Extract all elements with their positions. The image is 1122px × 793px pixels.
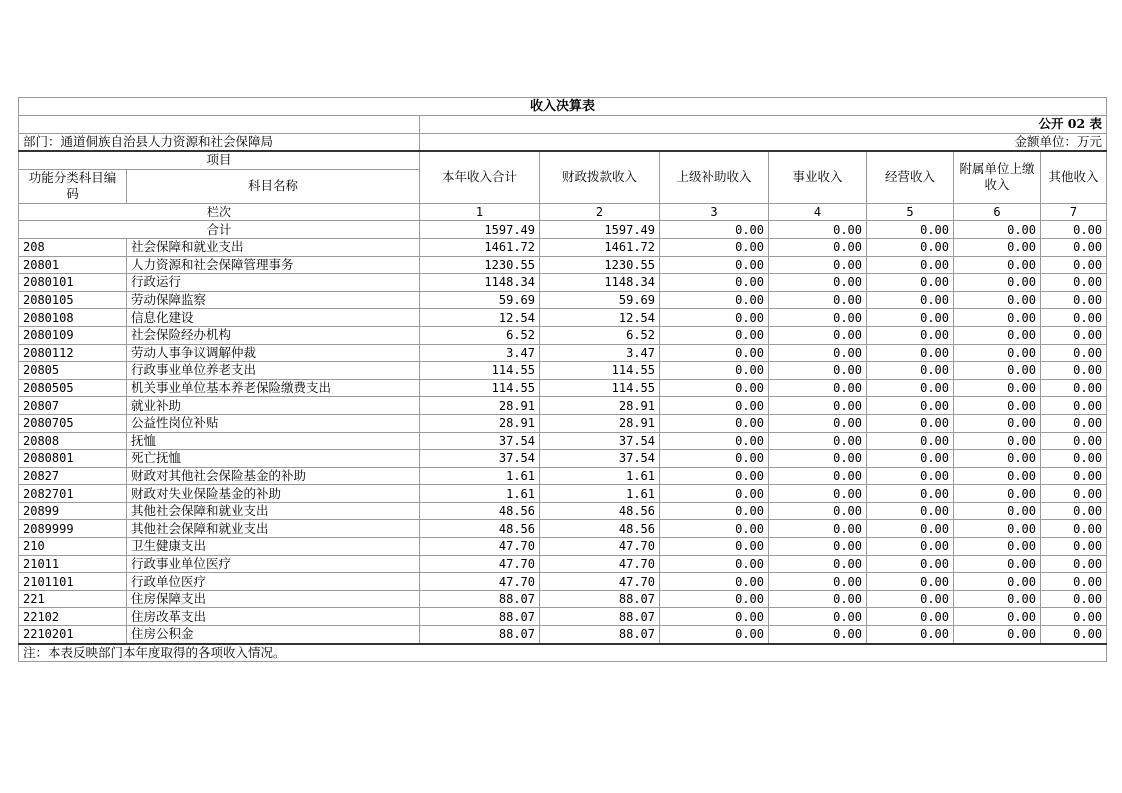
row-code: 2080108 — [19, 309, 127, 327]
row-value: 47.70 — [540, 555, 660, 573]
total-value: 1597.49 — [540, 221, 660, 239]
row-value: 47.70 — [540, 573, 660, 591]
table-row — [19, 502, 1107, 520]
header-total-income: 本年收入合计 — [420, 151, 540, 203]
amount-unit: 金额单位：万元 — [420, 133, 1107, 151]
row-value: 0.00 — [954, 379, 1041, 397]
table-row — [19, 326, 1107, 344]
row-name: 机关事业单位基本养老保险缴费支出 — [127, 379, 420, 397]
department-label: 部门：通道侗族自治县人力资源和社会保障局 — [19, 133, 420, 151]
header-other-income: 其他收入 — [1041, 151, 1107, 203]
row-value: 0.00 — [954, 291, 1041, 309]
row-code: 22102 — [19, 608, 127, 626]
row-name: 财政对其他社会保险基金的补助 — [127, 467, 420, 485]
row-value: 114.55 — [540, 362, 660, 380]
row-value: 0.00 — [954, 608, 1041, 626]
row-value: 0.00 — [867, 379, 954, 397]
row-code: 2080105 — [19, 291, 127, 309]
row-value: 0.00 — [660, 238, 769, 256]
row-value: 37.54 — [420, 432, 540, 450]
form-number: 公开 02 表 — [420, 116, 1107, 134]
row-value: 0.00 — [954, 432, 1041, 450]
row-value: 0.00 — [867, 397, 954, 415]
row-code: 20801 — [19, 256, 127, 274]
row-value: 0.00 — [769, 432, 867, 450]
row-value: 0.00 — [1041, 467, 1107, 485]
row-value: 88.07 — [420, 590, 540, 608]
table-row — [19, 590, 1107, 608]
row-name: 行政单位医疗 — [127, 573, 420, 591]
row-value: 0.00 — [954, 555, 1041, 573]
row-value: 0.00 — [1041, 485, 1107, 503]
row-value: 37.54 — [540, 432, 660, 450]
row-value: 47.70 — [420, 573, 540, 591]
total-row — [19, 221, 1107, 239]
row-value: 0.00 — [954, 485, 1041, 503]
row-value: 0.00 — [867, 590, 954, 608]
row-value: 0.00 — [1041, 397, 1107, 415]
row-value: 0.00 — [954, 590, 1041, 608]
row-value: 0.00 — [867, 608, 954, 626]
row-value: 0.00 — [954, 256, 1041, 274]
row-value: 0.00 — [660, 256, 769, 274]
row-value: 88.07 — [420, 626, 540, 644]
table-row — [19, 485, 1107, 503]
row-value: 3.47 — [540, 344, 660, 362]
row-value: 0.00 — [660, 414, 769, 432]
row-value: 0.00 — [660, 379, 769, 397]
row-value: 0.00 — [660, 344, 769, 362]
total-label: 合计 — [19, 221, 420, 239]
row-code: 2080109 — [19, 326, 127, 344]
row-value: 47.70 — [420, 555, 540, 573]
row-value: 0.00 — [660, 626, 769, 644]
row-value: 0.00 — [660, 326, 769, 344]
row-code: 20899 — [19, 502, 127, 520]
total-value: 0.00 — [660, 221, 769, 239]
table-row — [19, 573, 1107, 591]
row-value: 0.00 — [954, 344, 1041, 362]
row-value: 1.61 — [540, 467, 660, 485]
table-note: 注：本表反映部门本年度取得的各项收入情况。 — [19, 644, 1107, 662]
row-name: 信息化建设 — [127, 309, 420, 327]
row-value: 6.52 — [540, 326, 660, 344]
row-code: 2080801 — [19, 450, 127, 468]
table-row — [19, 397, 1107, 415]
row-name: 抚恤 — [127, 432, 420, 450]
row-value: 0.00 — [1041, 291, 1107, 309]
row-name: 死亡抚恤 — [127, 450, 420, 468]
row-value: 0.00 — [867, 326, 954, 344]
row-value: 88.07 — [540, 608, 660, 626]
row-value: 114.55 — [420, 362, 540, 380]
row-value: 0.00 — [1041, 608, 1107, 626]
row-code: 210 — [19, 538, 127, 556]
row-value: 0.00 — [769, 502, 867, 520]
row-code: 2080101 — [19, 274, 127, 292]
row-value: 0.00 — [954, 362, 1041, 380]
row-name: 卫生健康支出 — [127, 538, 420, 556]
header-operating-income: 经营收入 — [867, 151, 954, 203]
row-value: 0.00 — [954, 414, 1041, 432]
table-row — [19, 467, 1107, 485]
table-row — [19, 555, 1107, 573]
header-superior-subsidy: 上级补助收入 — [660, 151, 769, 203]
row-code: 20808 — [19, 432, 127, 450]
row-value: 0.00 — [954, 573, 1041, 591]
row-value: 0.00 — [867, 344, 954, 362]
row-value: 0.00 — [954, 520, 1041, 538]
index-col: 2 — [540, 203, 660, 221]
row-value: 37.54 — [540, 450, 660, 468]
row-value: 0.00 — [867, 538, 954, 556]
row-value: 88.07 — [420, 608, 540, 626]
row-value: 59.69 — [540, 291, 660, 309]
row-value: 28.91 — [540, 414, 660, 432]
row-value: 0.00 — [1041, 326, 1107, 344]
row-value: 6.52 — [420, 326, 540, 344]
row-value: 0.00 — [1041, 573, 1107, 591]
row-value: 48.56 — [540, 502, 660, 520]
row-value: 0.00 — [954, 309, 1041, 327]
row-value: 0.00 — [867, 291, 954, 309]
row-value: 3.47 — [420, 344, 540, 362]
row-value: 0.00 — [867, 256, 954, 274]
index-col: 5 — [867, 203, 954, 221]
row-name: 行政运行 — [127, 274, 420, 292]
row-value: 0.00 — [660, 485, 769, 503]
row-name: 劳动保障监察 — [127, 291, 420, 309]
row-value: 0.00 — [954, 274, 1041, 292]
row-value: 48.56 — [540, 520, 660, 538]
row-value: 1461.72 — [420, 238, 540, 256]
row-value: 48.56 — [420, 502, 540, 520]
blank-cell — [19, 116, 420, 134]
row-value: 0.00 — [1041, 379, 1107, 397]
income-statement-sheet — [18, 97, 1106, 662]
row-value: 0.00 — [867, 432, 954, 450]
row-name: 社会保障和就业支出 — [127, 238, 420, 256]
row-value: 0.00 — [1041, 256, 1107, 274]
row-name: 公益性岗位补贴 — [127, 414, 420, 432]
header-business-income: 事业收入 — [769, 151, 867, 203]
row-value: 0.00 — [660, 608, 769, 626]
row-value: 0.00 — [769, 309, 867, 327]
row-value: 1.61 — [420, 485, 540, 503]
row-value: 0.00 — [1041, 450, 1107, 468]
row-value: 0.00 — [867, 626, 954, 644]
table-row — [19, 608, 1107, 626]
row-value: 59.69 — [420, 291, 540, 309]
row-value: 0.00 — [1041, 555, 1107, 573]
row-value: 0.00 — [660, 432, 769, 450]
row-value: 0.00 — [867, 520, 954, 538]
row-value: 1230.55 — [540, 256, 660, 274]
row-value: 0.00 — [867, 573, 954, 591]
total-value: 0.00 — [769, 221, 867, 239]
row-value: 0.00 — [660, 538, 769, 556]
row-value: 1148.34 — [420, 274, 540, 292]
total-value: 0.00 — [1041, 221, 1107, 239]
row-value: 88.07 — [540, 590, 660, 608]
row-value: 0.00 — [660, 309, 769, 327]
row-value: 114.55 — [540, 379, 660, 397]
row-value: 0.00 — [1041, 344, 1107, 362]
row-value: 0.00 — [769, 467, 867, 485]
row-value: 1230.55 — [420, 256, 540, 274]
row-value: 0.00 — [867, 274, 954, 292]
total-value: 1597.49 — [420, 221, 540, 239]
row-value: 0.00 — [660, 362, 769, 380]
income-table — [18, 97, 1107, 662]
row-value: 0.00 — [769, 256, 867, 274]
row-value: 0.00 — [1041, 432, 1107, 450]
row-value: 0.00 — [954, 502, 1041, 520]
row-value: 0.00 — [954, 626, 1041, 644]
row-code: 2082701 — [19, 485, 127, 503]
row-name: 劳动人事争议调解仲裁 — [127, 344, 420, 362]
row-code: 20827 — [19, 467, 127, 485]
row-value: 0.00 — [769, 326, 867, 344]
row-value: 0.00 — [769, 485, 867, 503]
index-col: 7 — [1041, 203, 1107, 221]
row-code: 20807 — [19, 397, 127, 415]
table-row — [19, 626, 1107, 644]
table-row — [19, 291, 1107, 309]
index-col: 3 — [660, 203, 769, 221]
row-value: 88.07 — [540, 626, 660, 644]
row-value: 0.00 — [660, 467, 769, 485]
row-name: 住房公积金 — [127, 626, 420, 644]
table-row — [19, 238, 1107, 256]
table-row — [19, 309, 1107, 327]
row-value: 0.00 — [660, 291, 769, 309]
row-value: 0.00 — [867, 309, 954, 327]
table-row — [19, 414, 1107, 432]
row-value: 47.70 — [540, 538, 660, 556]
row-value: 1461.72 — [540, 238, 660, 256]
row-value: 0.00 — [1041, 274, 1107, 292]
row-value: 0.00 — [954, 238, 1041, 256]
row-value: 0.00 — [1041, 590, 1107, 608]
row-name: 其他社会保障和就业支出 — [127, 502, 420, 520]
row-value: 0.00 — [867, 467, 954, 485]
header-code: 功能分类科目编码 — [19, 169, 127, 203]
row-value: 0.00 — [1041, 626, 1107, 644]
row-value: 0.00 — [769, 362, 867, 380]
table-row — [19, 362, 1107, 380]
index-col: 1 — [420, 203, 540, 221]
table-row — [19, 379, 1107, 397]
table-row — [19, 274, 1107, 292]
row-value: 0.00 — [867, 414, 954, 432]
table-row — [19, 450, 1107, 468]
row-name: 社会保险经办机构 — [127, 326, 420, 344]
row-code: 2080705 — [19, 414, 127, 432]
row-code: 208 — [19, 238, 127, 256]
row-name: 人力资源和社会保障管理事务 — [127, 256, 420, 274]
row-value: 0.00 — [769, 379, 867, 397]
row-value: 12.54 — [540, 309, 660, 327]
row-value: 0.00 — [1041, 238, 1107, 256]
row-value: 0.00 — [867, 450, 954, 468]
row-name: 行政事业单位养老支出 — [127, 362, 420, 380]
table-row — [19, 520, 1107, 538]
row-value: 0.00 — [769, 590, 867, 608]
row-name: 财政对失业保险基金的补助 — [127, 485, 420, 503]
row-value: 0.00 — [867, 362, 954, 380]
row-value: 0.00 — [769, 450, 867, 468]
row-code: 2089999 — [19, 520, 127, 538]
row-value: 0.00 — [660, 573, 769, 591]
row-value: 0.00 — [769, 291, 867, 309]
header-name: 科目名称 — [127, 169, 420, 203]
row-code: 2210201 — [19, 626, 127, 644]
index-col: 4 — [769, 203, 867, 221]
row-value: 28.91 — [420, 414, 540, 432]
row-value: 28.91 — [420, 397, 540, 415]
row-value: 1.61 — [540, 485, 660, 503]
row-value: 0.00 — [660, 450, 769, 468]
row-value: 0.00 — [769, 238, 867, 256]
header-fiscal-income: 财政拨款收入 — [540, 151, 660, 203]
total-value: 0.00 — [954, 221, 1041, 239]
row-value: 0.00 — [1041, 309, 1107, 327]
row-value: 0.00 — [1041, 538, 1107, 556]
row-code: 20805 — [19, 362, 127, 380]
row-value: 0.00 — [954, 538, 1041, 556]
row-value: 12.54 — [420, 309, 540, 327]
row-value: 0.00 — [660, 520, 769, 538]
row-value: 0.00 — [769, 538, 867, 556]
row-value: 0.00 — [769, 573, 867, 591]
index-row-label: 栏次 — [19, 203, 420, 221]
row-value: 0.00 — [954, 467, 1041, 485]
row-code: 2080112 — [19, 344, 127, 362]
row-value: 0.00 — [954, 397, 1041, 415]
row-value: 0.00 — [954, 326, 1041, 344]
row-value: 0.00 — [660, 274, 769, 292]
row-value: 1.61 — [420, 467, 540, 485]
row-value: 0.00 — [1041, 520, 1107, 538]
row-value: 1148.34 — [540, 274, 660, 292]
row-name: 住房保障支出 — [127, 590, 420, 608]
row-value: 0.00 — [769, 626, 867, 644]
row-value: 0.00 — [769, 274, 867, 292]
row-value: 0.00 — [769, 608, 867, 626]
row-value: 0.00 — [769, 397, 867, 415]
row-value: 0.00 — [1041, 502, 1107, 520]
row-value: 37.54 — [420, 450, 540, 468]
total-value: 0.00 — [867, 221, 954, 239]
header-item: 项目 — [19, 151, 420, 169]
row-value: 0.00 — [660, 555, 769, 573]
row-value: 0.00 — [660, 502, 769, 520]
row-value: 0.00 — [954, 450, 1041, 468]
row-code: 2101101 — [19, 573, 127, 591]
row-code: 21011 — [19, 555, 127, 573]
row-value: 0.00 — [769, 344, 867, 362]
row-value: 0.00 — [769, 520, 867, 538]
table-row — [19, 344, 1107, 362]
header-affiliated-income: 附属单位上缴收入 — [954, 151, 1041, 203]
table-row — [19, 432, 1107, 450]
row-value: 0.00 — [1041, 362, 1107, 380]
row-value: 0.00 — [867, 555, 954, 573]
row-value: 0.00 — [769, 555, 867, 573]
row-value: 0.00 — [1041, 414, 1107, 432]
row-code: 221 — [19, 590, 127, 608]
table-title: 收入决算表 — [19, 98, 1107, 116]
row-value: 0.00 — [660, 590, 769, 608]
row-value: 0.00 — [867, 238, 954, 256]
row-value: 0.00 — [769, 414, 867, 432]
row-value: 28.91 — [540, 397, 660, 415]
row-name: 住房改革支出 — [127, 608, 420, 626]
row-value: 0.00 — [867, 502, 954, 520]
row-code: 2080505 — [19, 379, 127, 397]
row-name: 行政事业单位医疗 — [127, 555, 420, 573]
row-name: 就业补助 — [127, 397, 420, 415]
row-value: 0.00 — [867, 485, 954, 503]
row-name: 其他社会保障和就业支出 — [127, 520, 420, 538]
row-value: 0.00 — [660, 397, 769, 415]
table-row — [19, 256, 1107, 274]
index-col: 6 — [954, 203, 1041, 221]
table-row — [19, 538, 1107, 556]
row-value: 47.70 — [420, 538, 540, 556]
row-value: 48.56 — [420, 520, 540, 538]
row-value: 114.55 — [420, 379, 540, 397]
